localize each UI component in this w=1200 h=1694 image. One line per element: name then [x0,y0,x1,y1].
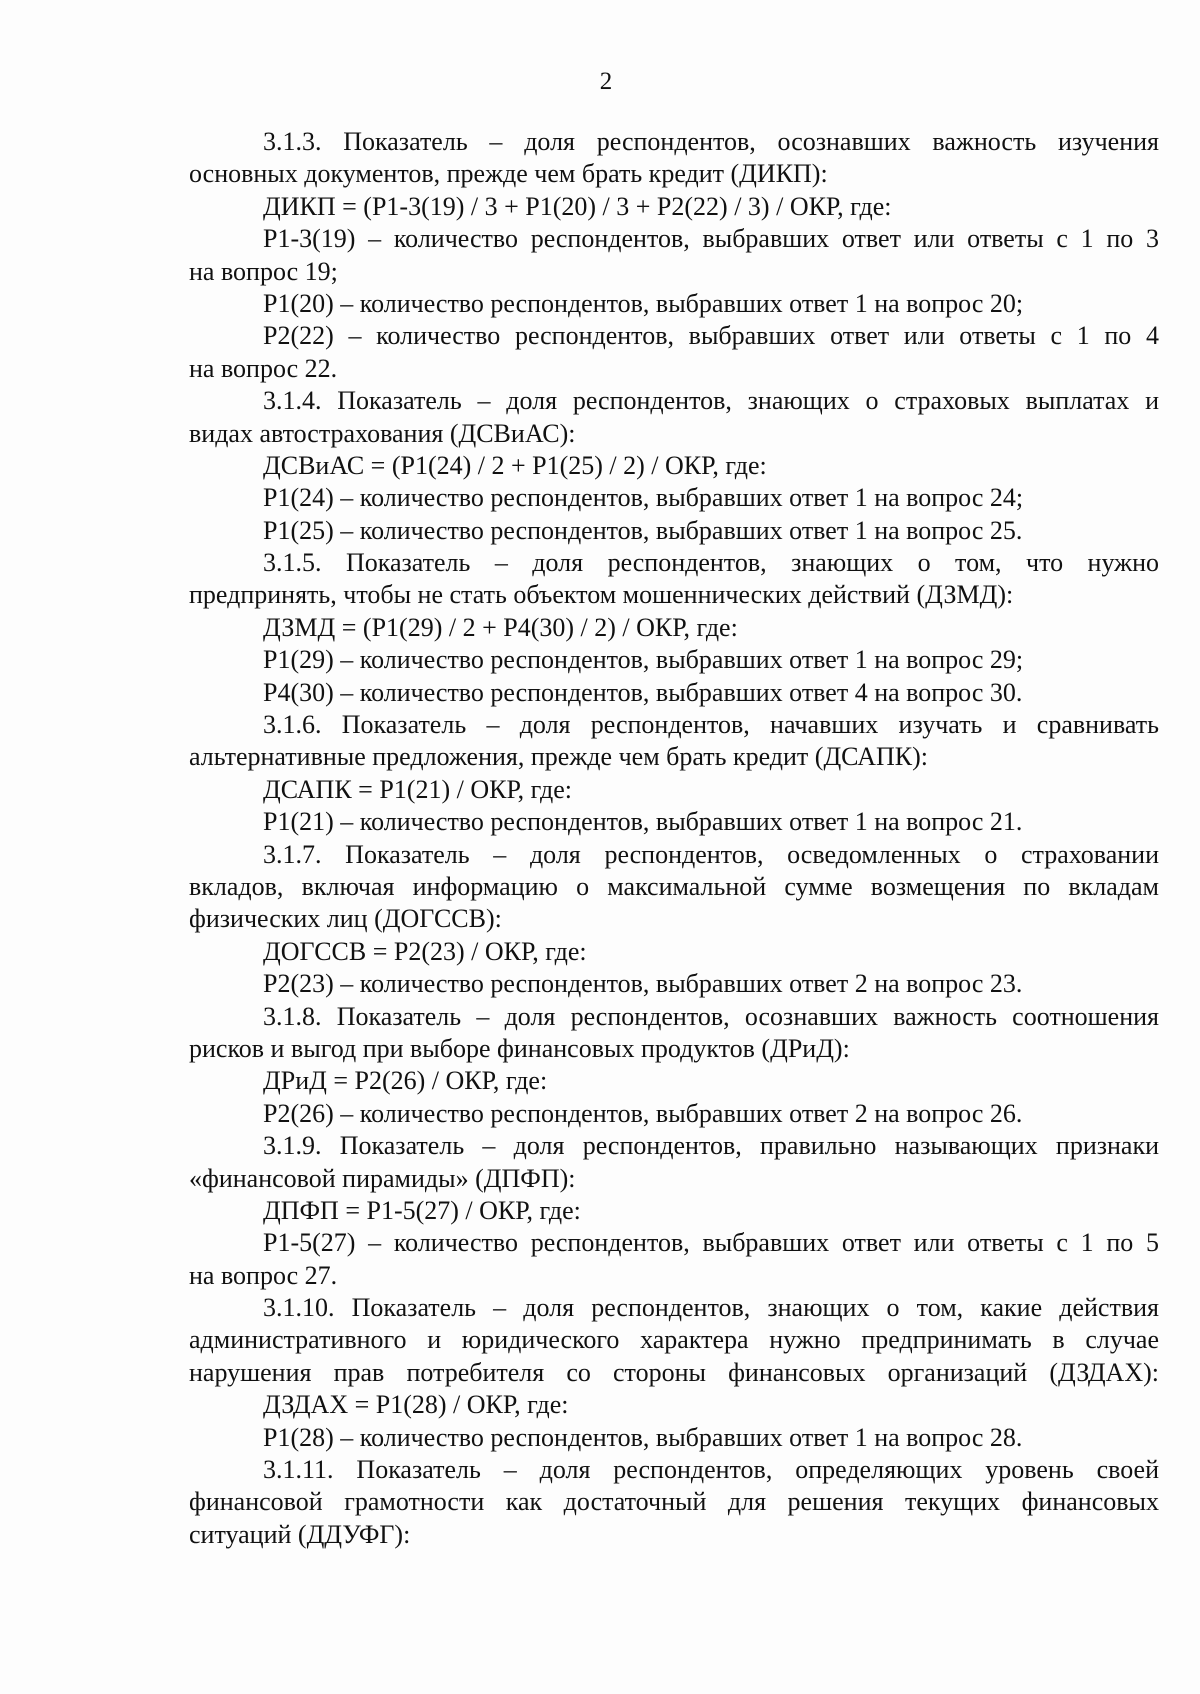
text-line: 3.1.4. Показатель – доля респондентов, знающих о страховых выплатах и [263,386,1159,416]
text-line: административного и юридического характера нужно предпринимать в случае [189,1325,1159,1355]
text-line: 3.1.3. Показатель – доля респондентов, осознавших важность изучения [263,127,1159,156]
text-line: Р1(29) – количество респондентов, выбравших ответ 1 на вопрос 29; [263,645,1024,675]
text-line: Р1(21) – количество респондентов, выбравших ответ 1 на вопрос 21. [263,807,1023,837]
text-line: Р1-3(19) – количество респондентов, выбравших ответ или ответы с 1 по 3 [263,224,1159,254]
text-line: рисков и выгод при выборе финансовых продуктов (ДРиД): [189,1033,850,1063]
text-line: 3.1.7. Показатель – доля респондентов, осведомленных о страховании [263,839,1159,869]
text-line: ДПФП = Р1-5(27) / ОКР, где: [263,1195,581,1225]
text-line: Р4(30) – количество респондентов, выбравших ответ 4 на вопрос 30. [263,677,1023,707]
text-line: нарушения прав потребителя со стороны финансовых организаций (ДЗДАХ): [189,1357,1159,1387]
text-line: 3.1.5. Показатель – доля респондентов, знающих о том, что нужно [263,548,1159,578]
text-line: вкладов, включая информацию о максимальной сумме возмещения по вкладам [189,871,1159,901]
text-line: основных документов, прежде чем брать кредит (ДИКП): [189,159,828,189]
text-line: 3.1.10. Показатель – доля респондентов, знающих о том, какие действия [263,1293,1159,1323]
body-text [189,126,1159,1551]
text-line: Р1(28) – количество респондентов, выбравших ответ 1 на вопрос 28. [263,1422,1023,1452]
text-line: Р2(26) – количество респондентов, выбравших ответ 2 на вопрос 26. [263,1098,1023,1128]
page-number: 2 [599,68,613,95]
text-line: ДЗМД = (Р1(29) / 2 + Р4(30) / 2) / ОКР, где: [263,612,738,642]
text-line: Р1(20) – количество респондентов, выбравших ответ 1 на вопрос 20; [263,288,1024,318]
text-line: Р2(23) – количество респондентов, выбравших ответ 2 на вопрос 23. [263,969,1023,999]
text-line: ДИКП = (Р1-3(19) / 3 + Р1(20) / 3 + Р2(22) / 3) / ОКР, где: [263,191,892,221]
text-line: ДСВиАС = (Р1(24) / 2 + Р1(25) / 2) / ОКР, где: [263,450,767,480]
text-line: 3.1.9. Показатель – доля респондентов, правильно называющих признаки [263,1131,1159,1161]
text-line: ДРиД = Р2(26) / ОКР, где: [263,1066,548,1096]
text-line: предпринять, чтобы не стать объектом мошеннических действий (ДЗМД): [189,580,1014,610]
text-line: Р1(25) – количество респондентов, выбравших ответ 1 на вопрос 25. [263,515,1023,545]
text-line: «финансовой пирамиды» (ДПФП): [189,1163,576,1193]
text-line: видах автострахования (ДСВиАС): [189,418,576,448]
text-line: на вопрос 22. [189,353,338,383]
text-line: на вопрос 27. [189,1260,338,1290]
text-line: ДЗДАХ = Р1(28) / ОКР, где: [263,1390,569,1420]
text-line: 3.1.8. Показатель – доля респондентов, осознавших важность соотношения [263,1001,1159,1031]
text-line: 3.1.11. Показатель – доля респондентов, определяющих уровень своей [263,1455,1159,1485]
text-line: альтернативные предложения, прежде чем брать кредит (ДСАПК): [189,742,929,772]
text-line: финансовой грамотности как достаточный для решения текущих финансовых [189,1487,1159,1517]
text-line: Р1-5(27) – количество респондентов, выбравших ответ или ответы с 1 по 5 [263,1228,1159,1258]
text-line: Р2(22) – количество респондентов, выбравших ответ или ответы с 1 по 4 [263,321,1159,351]
text-line: ДОГССВ = Р2(23) / ОКР, где: [263,936,587,966]
text-line: ситуаций (ДДУФГ): [189,1519,411,1549]
text-line: 3.1.6. Показатель – доля респондентов, начавших изучать и сравнивать [263,710,1159,740]
text-line: ДСАПК = Р1(21) / ОКР, где: [263,774,573,804]
text-line: на вопрос 19; [189,256,338,286]
text-line: Р1(24) – количество респондентов, выбравших ответ 1 на вопрос 24; [263,483,1024,513]
text-line: физических лиц (ДОГССВ): [189,904,502,934]
